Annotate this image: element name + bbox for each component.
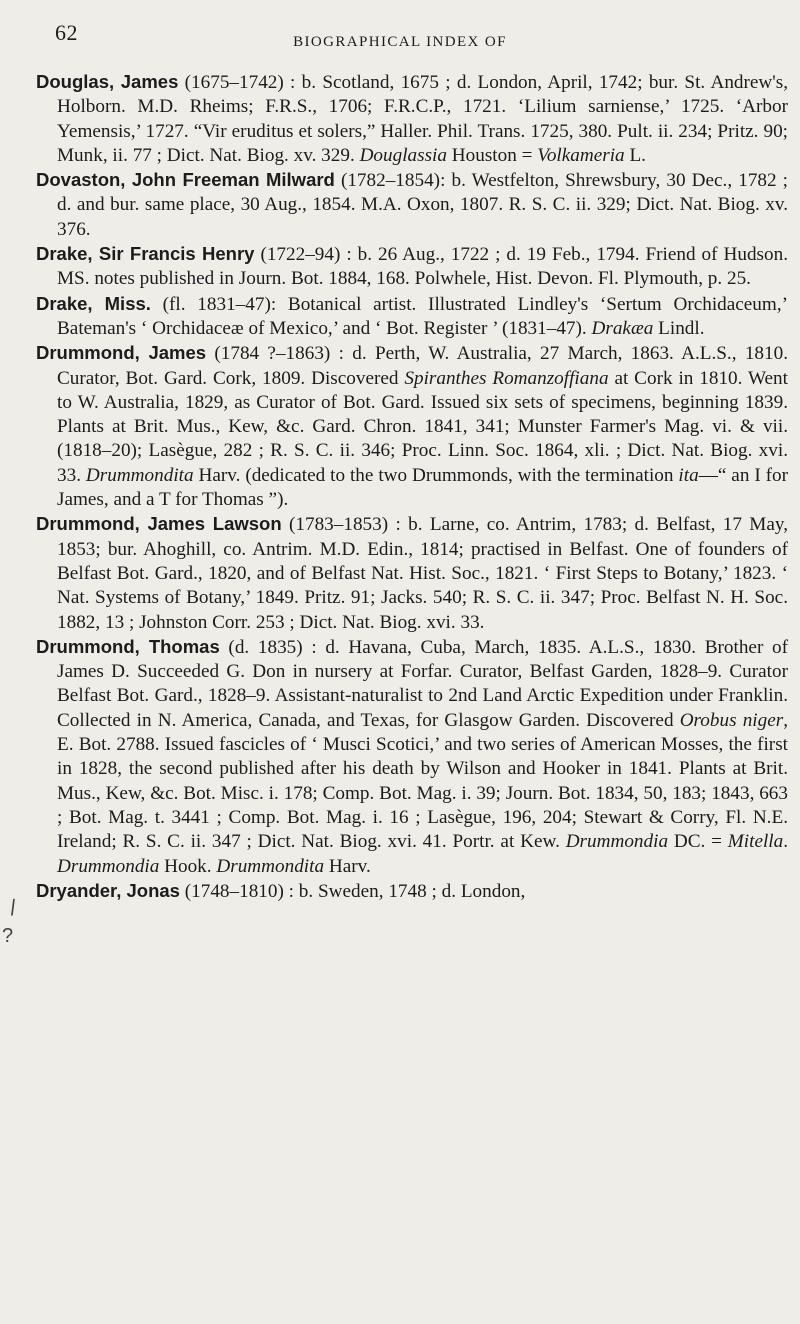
- entry-text: at Cork in 1810. Went to W. Australia, 1829, as Curator of Bot. Gard. Issued six sets of specimens, beginning 1839. Plants at Brit. Mus., Kew, &c. Gard. Chron. 1841, 341; Munster Farmer's Mag. vi. & vii. (1818–20); Lasègue, 282 ; R. S. C. ii. 346; Proc. Linn. Soc. 1864, xli. ; Dict. Nat. Biog. xvi. 33.: [57, 367, 788, 486]
- entry-text: —“ an I for James, and a T for Thomas ”).: [57, 464, 789, 511]
- entry-headword: Drummond, James: [36, 342, 207, 364]
- entry-text: (1782–1854): b. Westfelton, Shrewsbury, 30 Dec., 1782 ; d. and bur. same place, 30 Aug., 1854. M.A. Oxon, 1807. R. S. C. ii. 329; Dict. Nat. Biog. xv. 376.: [57, 170, 789, 240]
- index-entry-drummond-thomas: [36, 635, 788, 879]
- entry-text: (1748–1810) : b. Sweden, 1748 ; d. London,: [179, 880, 526, 902]
- entry-text: (fl. 1831–47): Botanical artist. Illustrated Lindley's ‘Sertum Orchidaceum,’ Bateman's ‘ Orchidaceæ of Mexico,’ and ‘ Bot. Register ’ (1831–47).: [57, 293, 789, 339]
- entry-text: (1722–94) : b. 26 Aug., 1722 ; d. 19 Feb., 1794. Friend of Hudson. MS. notes published in Journ. Bot. 1884, 168. Polwhele, Hist. Devon. Fl. Plymouth, p. 25.: [57, 244, 789, 290]
- index-entry-dovaston: [36, 168, 788, 242]
- entry-genus-name: Drummondia: [57, 855, 160, 877]
- entry-species-name: Spiranthes Romanzoffiana: [404, 367, 609, 389]
- entry-text: Harv.: [324, 855, 371, 877]
- index-entry-douglas-james: [36, 70, 788, 168]
- entry-headword: Drake, Miss.: [36, 292, 151, 314]
- margin-tick-mark: /: [8, 894, 18, 921]
- entry-text: Hook.: [159, 855, 217, 877]
- entry-genus-name: Drummondita: [216, 855, 325, 877]
- entry-headword: Dryander, Jonas: [36, 879, 180, 901]
- entry-genus-name: Mitella: [727, 831, 784, 853]
- entry-text: DC. =: [668, 831, 728, 853]
- index-entry-drummond-james-lawson: [36, 512, 788, 634]
- entry-text: Lindl.: [653, 317, 705, 339]
- entry-text: L.: [624, 144, 646, 166]
- index-entry-drummond-james: [36, 341, 788, 512]
- entry-italic-term: ita: [678, 464, 699, 486]
- entry-text: (1783–1853) : b. Larne, co. Antrim, 1783; d. Belfast, 17 May, 1853; bur. Ahoghill, co. Antrim. M.D. Edin., 1814; practised in Belfast. One of founders of Belfast Bot. Gard., 1820, and of Belfast Nat. Hist. Soc., 1821. ‘ First Steps to Botany,’ 1823. ‘ Nat. Systems of Botany,’ 1849. Pritz. 91; Jacks. 540; R. S. C. ii. 347; Proc. Belfast N. H. Soc. 1882, 13 ; Johnston Corr. 253 ; Dict. Nat. Biog. xvi. 33.: [57, 514, 788, 633]
- entry-genus-name: Drummondia: [565, 831, 669, 853]
- index-body: [36, 70, 788, 904]
- index-entry-dryander: [36, 879, 788, 904]
- entry-headword: Drummond, James Lawson: [36, 513, 282, 535]
- margin-query-mark: ?: [2, 925, 14, 947]
- entry-text: (1784 ?–1863) : d. Perth, W. Australia, 27 March, 1863. A.L.S., 1810. Curator, Bot. Gard. Cork, 1809. Discovered: [57, 343, 789, 389]
- index-entry-drake-francis: [36, 242, 788, 292]
- entry-species-name: Orobus niger: [679, 709, 784, 731]
- entry-genus-name: Volkameria: [537, 144, 625, 166]
- entry-headword: Drake, Sir Francis Henry: [36, 243, 255, 265]
- page-number: 62: [55, 20, 78, 45]
- entry-text: Houston =: [446, 144, 538, 166]
- index-entry-drake-miss: [36, 292, 788, 342]
- entry-genus-name: Drakæa: [591, 317, 654, 339]
- entry-headword: Douglas, James: [36, 71, 179, 92]
- running-head: BIOGRAPHICAL INDEX OF: [293, 34, 507, 50]
- entry-genus-name: Douglassia: [359, 144, 447, 166]
- entry-text: Harv. (dedicated to the two Drummonds, with the termination: [193, 464, 679, 486]
- entry-genus-name: Drummondita: [85, 464, 194, 486]
- entry-headword: Dovaston, John Freeman Milward: [36, 169, 335, 191]
- entry-text: (1675–1742) : b. Scotland, 1675 ; d. London, April, 1742; bur. St. Andrew's, Holborn. M.D. Rheims; F.R.S., 1706; F.R.C.P., 1721. ‘Lilium sarniense,’ 1725. ‘Arbor Yemensis,’ 1727. “Vir eruditus et solers,” Haller. Phil. Trans. 1725, 380. Pult. ii. 234; Pritz. 90; Munk, ii. 77 ; Dict. Nat. Biog. xv. 329.: [57, 72, 788, 166]
- entry-text: , E. Bot. 2788. Issued fascicles of ‘ Musci Scotici,’ and two series of American Mosses, the first in 1828, the second published after his death by Wilson and Hooker in 1841. Plants at Brit. Mus., Kew, &c. Bot. Misc. i. 178; Comp. Bot. Mag. i. 39; Journ. Bot. 1834, 50, 183; 1843, 663 ; Bot. Mag. t. 3441 ; Comp. Bot. Mag. i. 16 ; Lasègue, 196, 204; Stewart & Corry, Fl. N.E. Ireland; R. S. C. ii. 347 ; Dict. Nat. Biog. xvi. 41. Portr. at Kew.: [57, 709, 788, 853]
- entry-text: (d. 1835) : d. Havana, Cuba, March, 1835. A.L.S., 1830. Brother of James D. Succeeded G. Don in nursery at Forfar. Curator, Belfast Garden, 1828–9. Curator Belfast Bot. Gard., 1828–9. Assistant-naturalist to 2nd Land Arctic Expedition under Franklin. Collected in N. America, Canada, and Texas, for Glasgow Garden. Discovered: [57, 636, 788, 731]
- entry-text: .: [783, 831, 789, 853]
- entry-headword: Drummond, Thomas: [36, 635, 220, 657]
